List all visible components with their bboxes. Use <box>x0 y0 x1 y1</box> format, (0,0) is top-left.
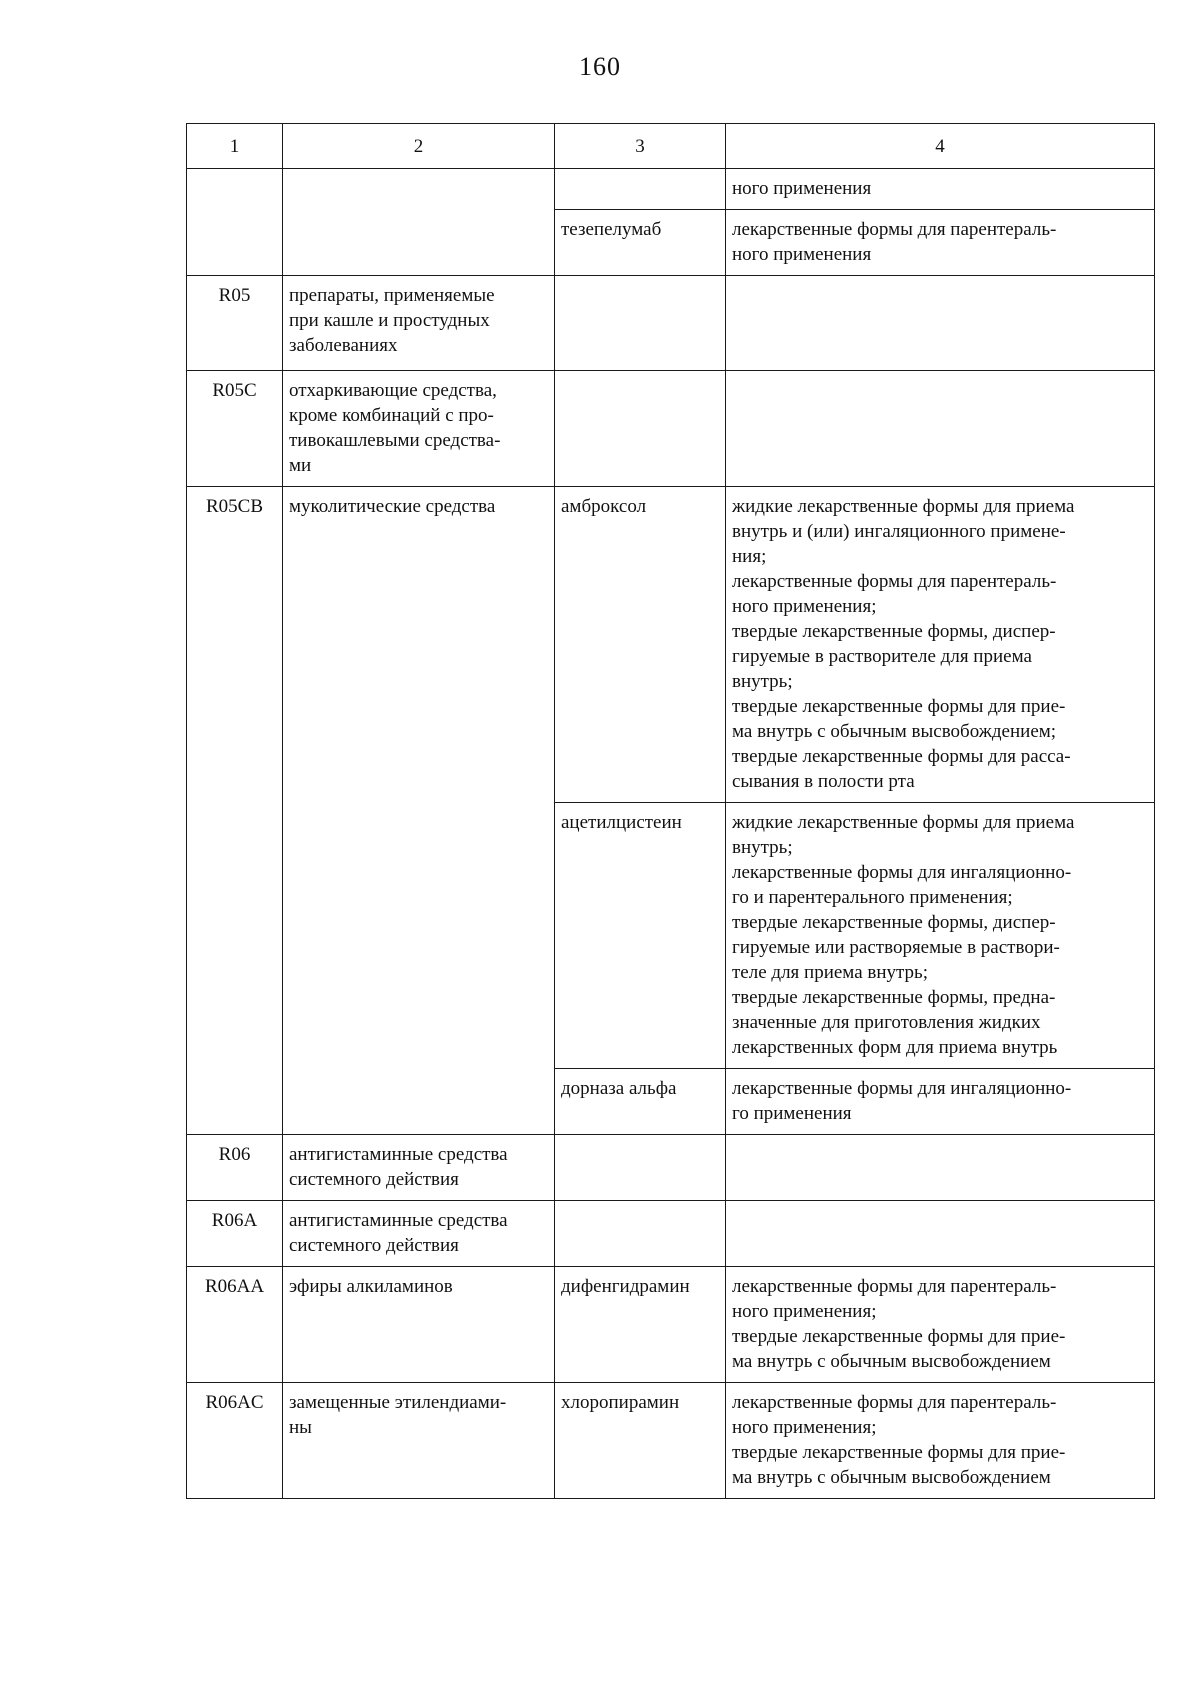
group-name-line: при кашле и простудных <box>289 310 490 331</box>
drug-name-cell: ацетилцистеин <box>555 803 726 1069</box>
dosage-form-line: твердые лекарственные формы, диспер- <box>732 621 1056 642</box>
group-name-cell <box>283 1135 555 1201</box>
table-row <box>187 1383 1155 1499</box>
dosage-form-line: сывания в полости рта <box>732 771 915 792</box>
dosage-form-line: внутрь; <box>732 837 793 858</box>
dosage-form-line: го применения <box>732 1103 852 1124</box>
dosage-form-line: лекарственные формы для парентераль- <box>732 1392 1057 1413</box>
drug-name-cell: тезепелумаб <box>555 210 726 276</box>
group-name-line: муколитические средства <box>289 496 496 517</box>
atc-code-cell: R05CB <box>187 487 283 1135</box>
atc-code-cell <box>187 169 283 276</box>
group-name-line: кроме комбинаций с про- <box>289 405 494 426</box>
atc-code-cell: R05 <box>187 276 283 371</box>
dosage-form-line: твердые лекарственные формы для расса- <box>732 746 1071 767</box>
drug-name-cell <box>555 371 726 487</box>
dosage-form-line: ного применения; <box>732 1417 877 1438</box>
group-name-cell <box>283 1383 555 1499</box>
table-row <box>187 276 1155 371</box>
dosage-form-line: ма внутрь с обычным высвобождением; <box>732 721 1057 742</box>
atc-code-cell: R05C <box>187 371 283 487</box>
group-name-cell <box>283 1267 555 1383</box>
dosage-form-line: внутрь и (или) ингаляционного примене- <box>732 521 1066 542</box>
dosage-form-line: жидкие лекарственные формы для приема <box>732 496 1075 517</box>
column-header: 4 <box>726 124 1155 169</box>
column-header: 3 <box>555 124 726 169</box>
dosage-form-line: ма внутрь с обычным высвобождением <box>732 1467 1051 1488</box>
dosage-forms-cell <box>726 276 1155 371</box>
dosage-form-line: внутрь; <box>732 671 793 692</box>
table-row <box>187 169 1155 210</box>
drug-name-cell: амброксол <box>555 487 726 803</box>
dosage-form-line: ного применения <box>732 244 872 265</box>
group-name-cell <box>283 1201 555 1267</box>
dosage-form-line: теле для приема внутрь; <box>732 962 929 983</box>
table-row <box>187 1267 1155 1383</box>
table-row <box>187 487 1155 803</box>
dosage-form-line: лекарственные формы для парентераль- <box>732 1276 1057 1297</box>
group-name-line: препараты, применяемые <box>289 285 495 306</box>
atc-code-cell: R06 <box>187 1135 283 1201</box>
drug-name-cell <box>555 1201 726 1267</box>
atc-code-cell: R06AC <box>187 1383 283 1499</box>
group-name-line: отхаркивающие средства, <box>289 380 497 401</box>
dosage-form-line: лекарственные формы для ингаляционно- <box>732 862 1072 883</box>
dosage-form-line: лекарственные формы для парентераль- <box>732 219 1057 240</box>
atc-drug-table <box>186 123 1155 1499</box>
dosage-form-line: ма внутрь с обычным высвобождением <box>732 1351 1051 1372</box>
atc-code-cell: R06A <box>187 1201 283 1267</box>
dosage-form-line: го и парентерального применения; <box>732 887 1013 908</box>
dosage-form-line: жидкие лекарственные формы для приема <box>732 812 1075 833</box>
column-header: 2 <box>283 124 555 169</box>
table-row <box>187 1201 1155 1267</box>
dosage-forms-cell <box>726 1069 1155 1135</box>
group-name-line: заболеваниях <box>289 335 398 356</box>
dosage-forms-cell <box>726 1201 1155 1267</box>
dosage-form-line: твердые лекарственные формы для прие- <box>732 1326 1066 1347</box>
dosage-form-line: ного применения; <box>732 1301 877 1322</box>
dosage-forms-cell <box>726 210 1155 276</box>
group-name-line: эфиры алкиламинов <box>289 1276 453 1297</box>
group-name-line: системного действия <box>289 1235 459 1256</box>
dosage-form-line: лекарственные формы для ингаляционно- <box>732 1078 1072 1099</box>
group-name-line: замещенные этилендиами- <box>289 1392 507 1413</box>
table-header-row <box>187 124 1155 169</box>
group-name-cell <box>283 371 555 487</box>
dosage-form-line: ного применения <box>732 178 872 199</box>
group-name-line: системного действия <box>289 1169 459 1190</box>
drug-name-cell <box>555 276 726 371</box>
group-name-line: антигистаминные средства <box>289 1210 508 1231</box>
dosage-forms-cell <box>726 1383 1155 1499</box>
drug-name-cell <box>555 169 726 210</box>
drug-name-cell: дифенгидрамин <box>555 1267 726 1383</box>
column-header: 1 <box>187 124 283 169</box>
dosage-form-line: лекарственных форм для приема внутрь <box>732 1037 1058 1058</box>
dosage-form-line: твердые лекарственные формы, диспер- <box>732 912 1056 933</box>
table-row <box>187 371 1155 487</box>
dosage-forms-cell <box>726 169 1155 210</box>
group-name-line: ми <box>289 455 312 476</box>
drug-name-cell <box>555 1135 726 1201</box>
dosage-form-line: лекарственные формы для парентераль- <box>732 571 1057 592</box>
group-name-cell <box>283 169 555 276</box>
table-row <box>187 1135 1155 1201</box>
group-name-line: ны <box>289 1417 312 1438</box>
dosage-forms-cell <box>726 803 1155 1069</box>
atc-code-cell: R06AA <box>187 1267 283 1383</box>
drug-name-cell: хлоропирамин <box>555 1383 726 1499</box>
dosage-form-line: гируемые в растворителе для приема <box>732 646 1032 667</box>
dosage-forms-cell <box>726 1135 1155 1201</box>
dosage-forms-cell <box>726 487 1155 803</box>
dosage-form-line: гируемые или растворяемые в раствори- <box>732 937 1060 958</box>
group-name-cell <box>283 487 555 1135</box>
group-name-line: тивокашлевыми средства- <box>289 430 501 451</box>
dosage-form-line: ного применения; <box>732 596 877 617</box>
group-name-line: антигистаминные средства <box>289 1144 508 1165</box>
dosage-form-line: твердые лекарственные формы, предна- <box>732 987 1056 1008</box>
dosage-form-line: ния; <box>732 546 767 567</box>
dosage-forms-cell <box>726 1267 1155 1383</box>
dosage-form-line: твердые лекарственные формы для прие- <box>732 696 1066 717</box>
dosage-form-line: значенные для приготовления жидких <box>732 1012 1041 1033</box>
dosage-form-line: твердые лекарственные формы для прие- <box>732 1442 1066 1463</box>
page-number: 160 <box>579 52 621 81</box>
drug-name-cell: дорназа альфа <box>555 1069 726 1135</box>
group-name-cell <box>283 276 555 371</box>
dosage-forms-cell <box>726 371 1155 487</box>
